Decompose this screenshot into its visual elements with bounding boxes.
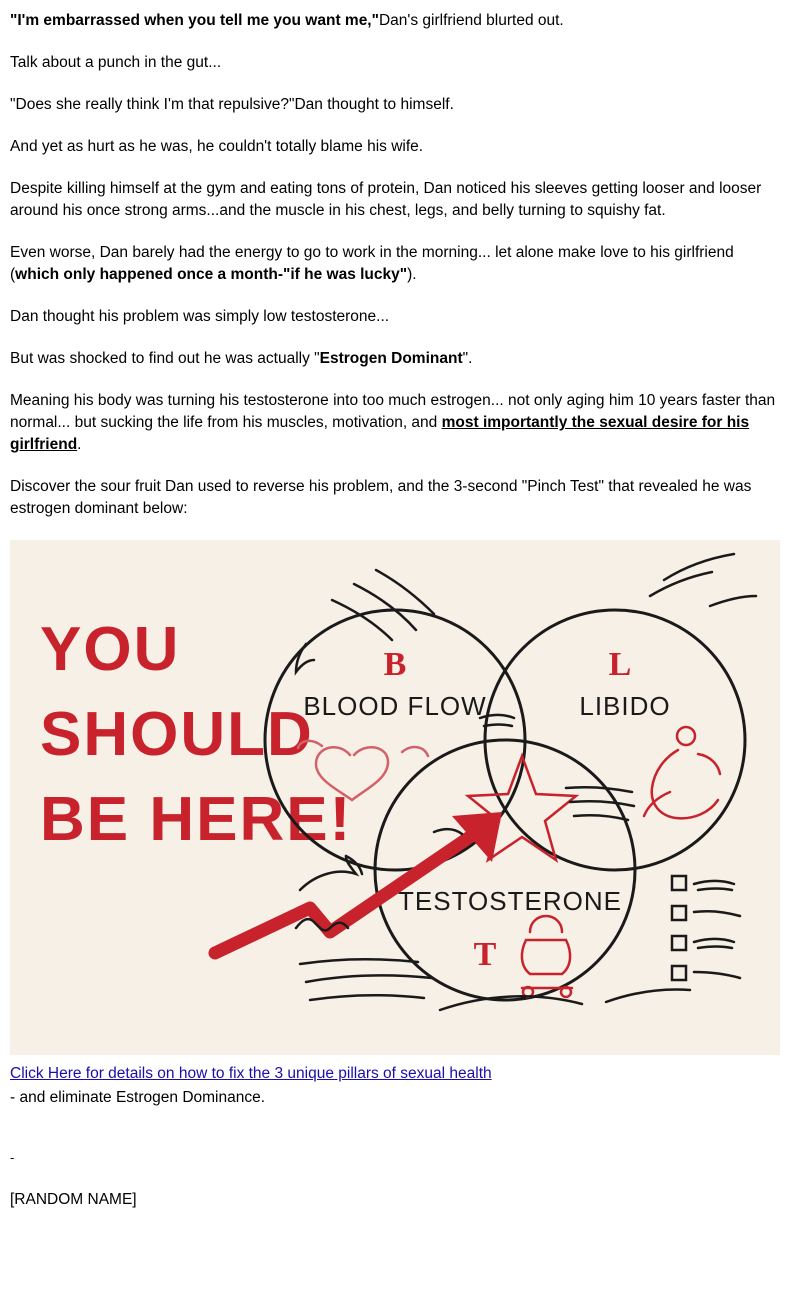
paragraph-4 [10,136,785,158]
paragraph-10 [10,476,785,520]
paragraph-3-run: Dan thought to himself. [294,96,454,113]
label-blood-flow: BLOOD FLOW [303,691,487,721]
label-testosterone: TESTOSTERONE [398,886,622,916]
monogram-b: B [383,646,407,683]
paragraph-7 [10,306,785,328]
paragraph-4-run: And yet as hurt as he was, he couldn't totally blame his wife. [10,138,424,155]
paragraph-8 [10,348,785,370]
paragraph-3 [10,94,785,116]
headline-line-1: YOU [40,615,181,684]
paragraph-8-run-a: But was shocked to find out he was actually " [10,350,320,367]
paragraph-9-run-a: Meaning his body was turning his testosterone into too much estrogen... not only aging him 10 years faster than normal... but sucking the life from his muscles, motivation, and [10,392,776,431]
paragraph-2 [10,52,785,74]
paragraph-8-bold-run: Estrogen Dominant [319,350,463,367]
paragraph-1 [10,10,785,32]
monogram-l: L [608,646,632,683]
paragraph-6-bold-run: which only happened once a month-"if he was lucky" [15,266,408,283]
paragraph-6 [10,242,785,286]
separator-dash: - [10,1150,15,1165]
paragraph-9-run-b: . [77,436,82,453]
cta-link-line [10,1063,785,1085]
paragraph-6-run-b: ). [407,266,417,283]
paragraph-7-run: Dan thought his problem was simply low testosterone... [10,308,390,325]
paragraph-3-quote-run: "Does she really think I'm that repulsive?" [10,96,295,113]
label-libido: LIBIDO [579,691,671,721]
venn-diagram-image [10,540,780,1055]
paragraph-8-run-b: ". [462,350,473,367]
paragraph-1-bold-run: "I'm embarrassed when you tell me you want me," [10,12,379,29]
paragraph-1-run: Dan's girlfriend blurted out. [378,12,564,29]
paragraph-5-run: Despite killing himself at the gym and eating tons of protein, Dan noticed his sleeves getting looser and looser around his once strong arms...and the muscle in his chest, legs, and belly turning to squishy fat. [10,180,762,219]
monogram-t: T [473,936,497,973]
signature-line: [RANDOM NAME] [10,1191,137,1209]
paragraph-9 [10,390,785,456]
paragraph-6-run-a: Even worse, Dan barely had the energy to go to work in the morning... let alone make love to his girlfriend ( [10,244,734,283]
paragraph-2-run: Talk about a punch in the gut... [10,54,222,71]
headline-line-3: BE HERE! [40,785,353,854]
cta-link[interactable]: Click Here for details on how to fix the 3 unique pillars of sexual health [10,1065,492,1082]
paragraph-9-bold-underline-run: most importantly the sexual desire for his girlfriend [10,414,750,453]
paragraph-5 [10,178,785,222]
venn-diagram-svg [10,540,780,1055]
headline-line-2: SHOULD [40,700,314,769]
paragraph-10-run: Discover the sour fruit Dan used to reverse his problem, and the 3-second "Pinch Test" that revealed he was estrogen dominant below: [10,478,752,517]
after-link-text: - and eliminate Estrogen Dominance. [10,1089,266,1106]
